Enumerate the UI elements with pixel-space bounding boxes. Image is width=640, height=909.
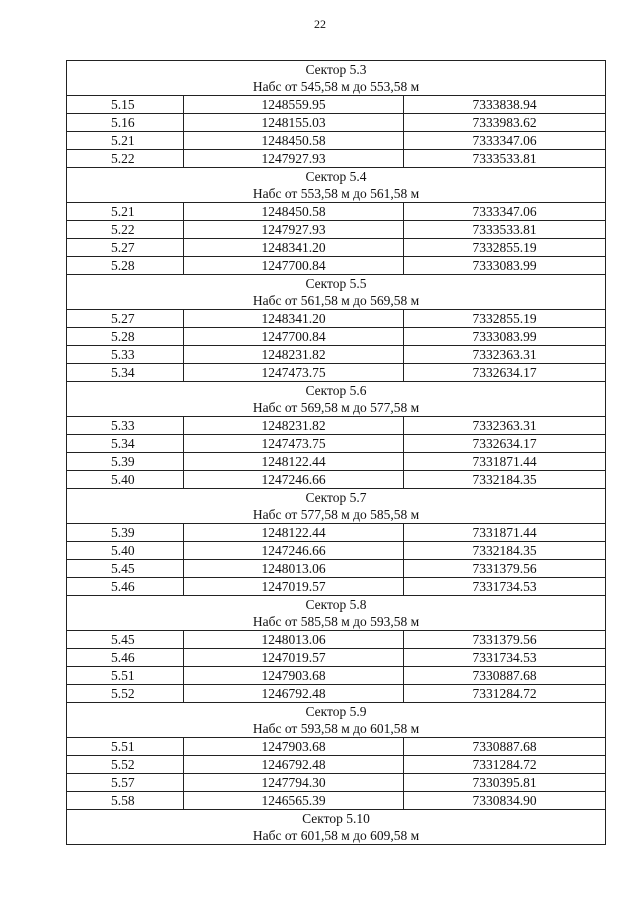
table-row bbox=[67, 203, 606, 221]
sector-header-row bbox=[67, 810, 606, 845]
x-coordinate-cell: 1248450.58 bbox=[184, 203, 404, 221]
table-row bbox=[67, 150, 606, 168]
x-coordinate-cell: 1248155.03 bbox=[184, 114, 404, 132]
x-coordinate-cell: 1247700.84 bbox=[184, 257, 404, 275]
y-coordinate-cell: 7332634.17 bbox=[404, 364, 606, 382]
table-row bbox=[67, 453, 606, 471]
sector-header bbox=[67, 168, 606, 203]
point-number-cell: 5.57 bbox=[67, 774, 184, 792]
coordinates-table-body bbox=[67, 61, 606, 845]
sector-height-range: Набс от 569,58 м до 577,58 м bbox=[252, 400, 420, 415]
sector-header bbox=[67, 382, 606, 417]
point-number-cell: 5.34 bbox=[67, 364, 184, 382]
sector-height-range: Набс от 577,58 м до 585,58 м bbox=[252, 507, 420, 522]
point-number-cell: 5.28 bbox=[67, 328, 184, 346]
y-coordinate-cell: 7331871.44 bbox=[404, 453, 606, 471]
y-coordinate-cell: 7332855.19 bbox=[404, 310, 606, 328]
table-row bbox=[67, 132, 606, 150]
x-coordinate-cell: 1248013.06 bbox=[184, 631, 404, 649]
table-row bbox=[67, 114, 606, 132]
sector-title: Сектор 5.6 bbox=[305, 383, 367, 398]
sector-title: Сектор 5.5 bbox=[305, 276, 367, 291]
sector-height-range: Набс от 561,58 м до 569,58 м bbox=[252, 293, 420, 308]
sector-header-row bbox=[67, 275, 606, 310]
point-number-cell: 5.45 bbox=[67, 560, 184, 578]
x-coordinate-cell: 1247246.66 bbox=[184, 471, 404, 489]
point-number-cell: 5.27 bbox=[67, 310, 184, 328]
sector-title: Сектор 5.9 bbox=[305, 704, 367, 719]
y-coordinate-cell: 7331734.53 bbox=[404, 578, 606, 596]
sector-header-row bbox=[67, 168, 606, 203]
y-coordinate-cell: 7332363.31 bbox=[404, 417, 606, 435]
y-coordinate-cell: 7333347.06 bbox=[404, 203, 606, 221]
point-number-cell: 5.21 bbox=[67, 203, 184, 221]
x-coordinate-cell: 1248122.44 bbox=[184, 453, 404, 471]
sector-title: Сектор 5.10 bbox=[302, 811, 370, 826]
point-number-cell: 5.40 bbox=[67, 542, 184, 560]
y-coordinate-cell: 7330887.68 bbox=[404, 667, 606, 685]
table-row bbox=[67, 578, 606, 596]
point-number-cell: 5.51 bbox=[67, 738, 184, 756]
y-coordinate-cell: 7331379.56 bbox=[404, 560, 606, 578]
sector-title: Сектор 5.3 bbox=[305, 62, 367, 77]
table-row bbox=[67, 560, 606, 578]
coordinates-table bbox=[66, 60, 606, 845]
x-coordinate-cell: 1248341.20 bbox=[184, 310, 404, 328]
y-coordinate-cell: 7332363.31 bbox=[404, 346, 606, 364]
y-coordinate-cell: 7333083.99 bbox=[404, 257, 606, 275]
table-row bbox=[67, 221, 606, 239]
sector-height-range: Набс от 601,58 м до 609,58 м bbox=[252, 828, 420, 843]
table-row bbox=[67, 239, 606, 257]
point-number-cell: 5.33 bbox=[67, 346, 184, 364]
point-number-cell: 5.27 bbox=[67, 239, 184, 257]
x-coordinate-cell: 1247019.57 bbox=[184, 578, 404, 596]
sector-height-range: Набс от 553,58 м до 561,58 м bbox=[252, 186, 420, 201]
x-coordinate-cell: 1246792.48 bbox=[184, 756, 404, 774]
x-coordinate-cell: 1247927.93 bbox=[184, 150, 404, 168]
point-number-cell: 5.22 bbox=[67, 221, 184, 239]
x-coordinate-cell: 1248122.44 bbox=[184, 524, 404, 542]
sector-title: Сектор 5.8 bbox=[305, 597, 367, 612]
sector-header bbox=[67, 275, 606, 310]
sector-height-range: Набс от 593,58 м до 601,58 м bbox=[252, 721, 420, 736]
sector-header-row bbox=[67, 703, 606, 738]
table-row bbox=[67, 756, 606, 774]
point-number-cell: 5.28 bbox=[67, 257, 184, 275]
sector-height-range: Набс от 545,58 м до 553,58 м bbox=[252, 79, 420, 94]
y-coordinate-cell: 7331284.72 bbox=[404, 685, 606, 703]
sector-header-row bbox=[67, 489, 606, 524]
table-row bbox=[67, 649, 606, 667]
point-number-cell: 5.52 bbox=[67, 685, 184, 703]
x-coordinate-cell: 1247019.57 bbox=[184, 649, 404, 667]
point-number-cell: 5.46 bbox=[67, 578, 184, 596]
y-coordinate-cell: 7333347.06 bbox=[404, 132, 606, 150]
x-coordinate-cell: 1247794.30 bbox=[184, 774, 404, 792]
x-coordinate-cell: 1247473.75 bbox=[184, 435, 404, 453]
sector-title: Сектор 5.7 bbox=[305, 490, 367, 505]
x-coordinate-cell: 1248231.82 bbox=[184, 417, 404, 435]
table-row bbox=[67, 96, 606, 114]
point-number-cell: 5.45 bbox=[67, 631, 184, 649]
x-coordinate-cell: 1248559.95 bbox=[184, 96, 404, 114]
table-row bbox=[67, 738, 606, 756]
y-coordinate-cell: 7331284.72 bbox=[404, 756, 606, 774]
x-coordinate-cell: 1248341.20 bbox=[184, 239, 404, 257]
y-coordinate-cell: 7330834.90 bbox=[404, 792, 606, 810]
table-row bbox=[67, 685, 606, 703]
y-coordinate-cell: 7333083.99 bbox=[404, 328, 606, 346]
sector-header-row bbox=[67, 61, 606, 96]
sector-header bbox=[67, 703, 606, 738]
point-number-cell: 5.21 bbox=[67, 132, 184, 150]
sector-title: Сектор 5.4 bbox=[305, 169, 367, 184]
point-number-cell: 5.39 bbox=[67, 453, 184, 471]
x-coordinate-cell: 1247927.93 bbox=[184, 221, 404, 239]
x-coordinate-cell: 1247246.66 bbox=[184, 542, 404, 560]
y-coordinate-cell: 7331379.56 bbox=[404, 631, 606, 649]
x-coordinate-cell: 1248450.58 bbox=[184, 132, 404, 150]
y-coordinate-cell: 7332184.35 bbox=[404, 471, 606, 489]
sector-header bbox=[67, 596, 606, 631]
point-number-cell: 5.46 bbox=[67, 649, 184, 667]
table-row bbox=[67, 667, 606, 685]
point-number-cell: 5.52 bbox=[67, 756, 184, 774]
table-row bbox=[67, 542, 606, 560]
table-row bbox=[67, 774, 606, 792]
table-row bbox=[67, 631, 606, 649]
x-coordinate-cell: 1247473.75 bbox=[184, 364, 404, 382]
table-row bbox=[67, 364, 606, 382]
x-coordinate-cell: 1246792.48 bbox=[184, 685, 404, 703]
point-number-cell: 5.34 bbox=[67, 435, 184, 453]
point-number-cell: 5.22 bbox=[67, 150, 184, 168]
sector-header-row bbox=[67, 596, 606, 631]
point-number-cell: 5.58 bbox=[67, 792, 184, 810]
table-row bbox=[67, 346, 606, 364]
sector-header bbox=[67, 489, 606, 524]
y-coordinate-cell: 7332634.17 bbox=[404, 435, 606, 453]
point-number-cell: 5.15 bbox=[67, 96, 184, 114]
x-coordinate-cell: 1246565.39 bbox=[184, 792, 404, 810]
point-number-cell: 5.51 bbox=[67, 667, 184, 685]
point-number-cell: 5.39 bbox=[67, 524, 184, 542]
table-row bbox=[67, 310, 606, 328]
sector-header bbox=[67, 61, 606, 96]
table-row bbox=[67, 257, 606, 275]
x-coordinate-cell: 1248013.06 bbox=[184, 560, 404, 578]
point-number-cell: 5.16 bbox=[67, 114, 184, 132]
sector-header-row bbox=[67, 382, 606, 417]
y-coordinate-cell: 7332855.19 bbox=[404, 239, 606, 257]
table-row bbox=[67, 435, 606, 453]
y-coordinate-cell: 7332184.35 bbox=[404, 542, 606, 560]
point-number-cell: 5.33 bbox=[67, 417, 184, 435]
x-coordinate-cell: 1247903.68 bbox=[184, 667, 404, 685]
page-number: 22 bbox=[314, 17, 326, 31]
y-coordinate-cell: 7331734.53 bbox=[404, 649, 606, 667]
y-coordinate-cell: 7330887.68 bbox=[404, 738, 606, 756]
table-row bbox=[67, 792, 606, 810]
table-row bbox=[67, 471, 606, 489]
x-coordinate-cell: 1247700.84 bbox=[184, 328, 404, 346]
y-coordinate-cell: 7333983.62 bbox=[404, 114, 606, 132]
sector-height-range: Набс от 585,58 м до 593,58 м bbox=[252, 614, 420, 629]
y-coordinate-cell: 7331871.44 bbox=[404, 524, 606, 542]
x-coordinate-cell: 1248231.82 bbox=[184, 346, 404, 364]
point-number-cell: 5.40 bbox=[67, 471, 184, 489]
y-coordinate-cell: 7333838.94 bbox=[404, 96, 606, 114]
y-coordinate-cell: 7330395.81 bbox=[404, 774, 606, 792]
sector-header bbox=[67, 810, 606, 845]
y-coordinate-cell: 7333533.81 bbox=[404, 150, 606, 168]
x-coordinate-cell: 1247903.68 bbox=[184, 738, 404, 756]
y-coordinate-cell: 7333533.81 bbox=[404, 221, 606, 239]
table-row bbox=[67, 417, 606, 435]
table-row bbox=[67, 328, 606, 346]
table-row bbox=[67, 524, 606, 542]
